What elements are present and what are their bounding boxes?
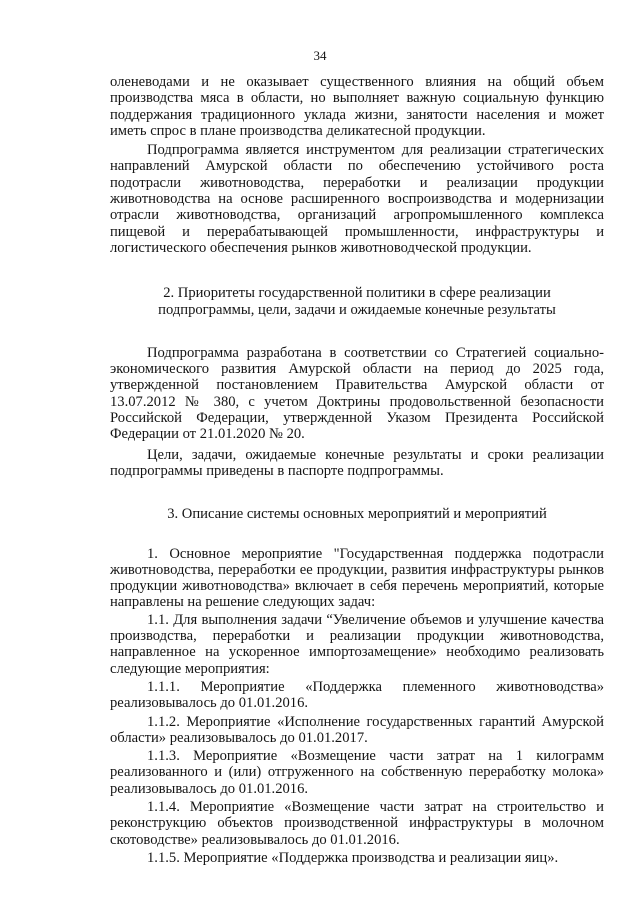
paragraph-task-1-1: 1.1. Для выполнения задачи “Увеличение объемов и улучшение качества производства, переработки и реализации продукции животноводства, направленное на ускоренное импортозамещение» необходимо реализовать следующие мероприятия: <box>110 611 604 677</box>
list-item-1-1-5: 1.1.5. Мероприятие «Поддержка производства и реализации яиц». <box>147 849 559 866</box>
list-item-1-1-1: 1.1.1. Мероприятие «Поддержка племенного животноводства» реализовывалось до 01.01.2016. <box>110 678 604 712</box>
paragraph-main-measure: 1. Основное мероприятие "Государственная поддержка подотрасли животноводства, переработки ее продукции, развития инфраструктуры рынков продукции животноводства» включает в себя перечень мероприятий, которые направлены на решение следующих задач: <box>110 545 604 611</box>
list-item-1-1-3: 1.1.3. Мероприятие «Возмещение части затрат на 1 килограмм реализованного и (или) отгруженного на собственную переработку молока» реализовывалось до 01.01.2016. <box>110 748 604 797</box>
paragraph-continuation: оленеводами и не оказывает существенного влияния на общий объем производства мяса в области, но выполняет важную социальную функцию поддержания традиционного уклада жизни, занятости населения и может иметь спрос в плане производства деликатесной продукции. <box>110 74 604 139</box>
page-content <box>110 74 604 866</box>
section-heading-2-line2: подпрограммы, цели, задачи и ожидаемые конечные результаты <box>158 301 556 318</box>
paragraph-goals: Цели, задачи, ожидаемые конечные результаты и сроки реализации подпрограммы приведены в паспорте подпрограммы. <box>110 446 604 479</box>
section-heading-2 <box>110 285 604 318</box>
section-heading-2-line1: 2. Приоритеты государственной политики в сфере реализации <box>163 285 551 302</box>
page-number: 34 <box>313 48 327 63</box>
section-heading-3: 3. Описание системы основных мероприятий и мероприятий <box>167 506 547 523</box>
list-item-1-1-2: 1.1.2. Мероприятие «Исполнение государственных гарантий Амурской области» реализовывалось до 01.01.2017. <box>110 713 604 746</box>
paragraph-strategy: Подпрограмма разработана в соответствии со Стратегией социально-экономического развития Амурской области на период до 2025 года, утвержденной постановлением Правительства Амурской области от 13.07.2012 № 380, с учетом Доктрины продовольственной безопасности Российской Федерации, утвержденной Указом Президента Российской Федерации от 21.01.2020 № 20. <box>110 344 604 443</box>
list-item-1-1-4: 1.1.4. Мероприятие «Возмещение части затрат на строительство и реконструкцию объектов производственной инфраструктуры в молочном скотоводстве» реализовывалось до 01.01.2016. <box>110 798 604 848</box>
paragraph-subprogram-instrument: Подпрограмма является инструментом для реализации стратегических направлений Амурской области по обеспечению устойчивого роста подотрасли животноводства, переработки и реализации продукции животноводства на основе расширенного воспроизводства и модернизации отрасли животноводства, организаций агропромышленного комплекса пищевой и перерабатывающей промышленности, инфраструктуры и логистического обеспечения рынков животноводческой продукции. <box>110 142 604 256</box>
